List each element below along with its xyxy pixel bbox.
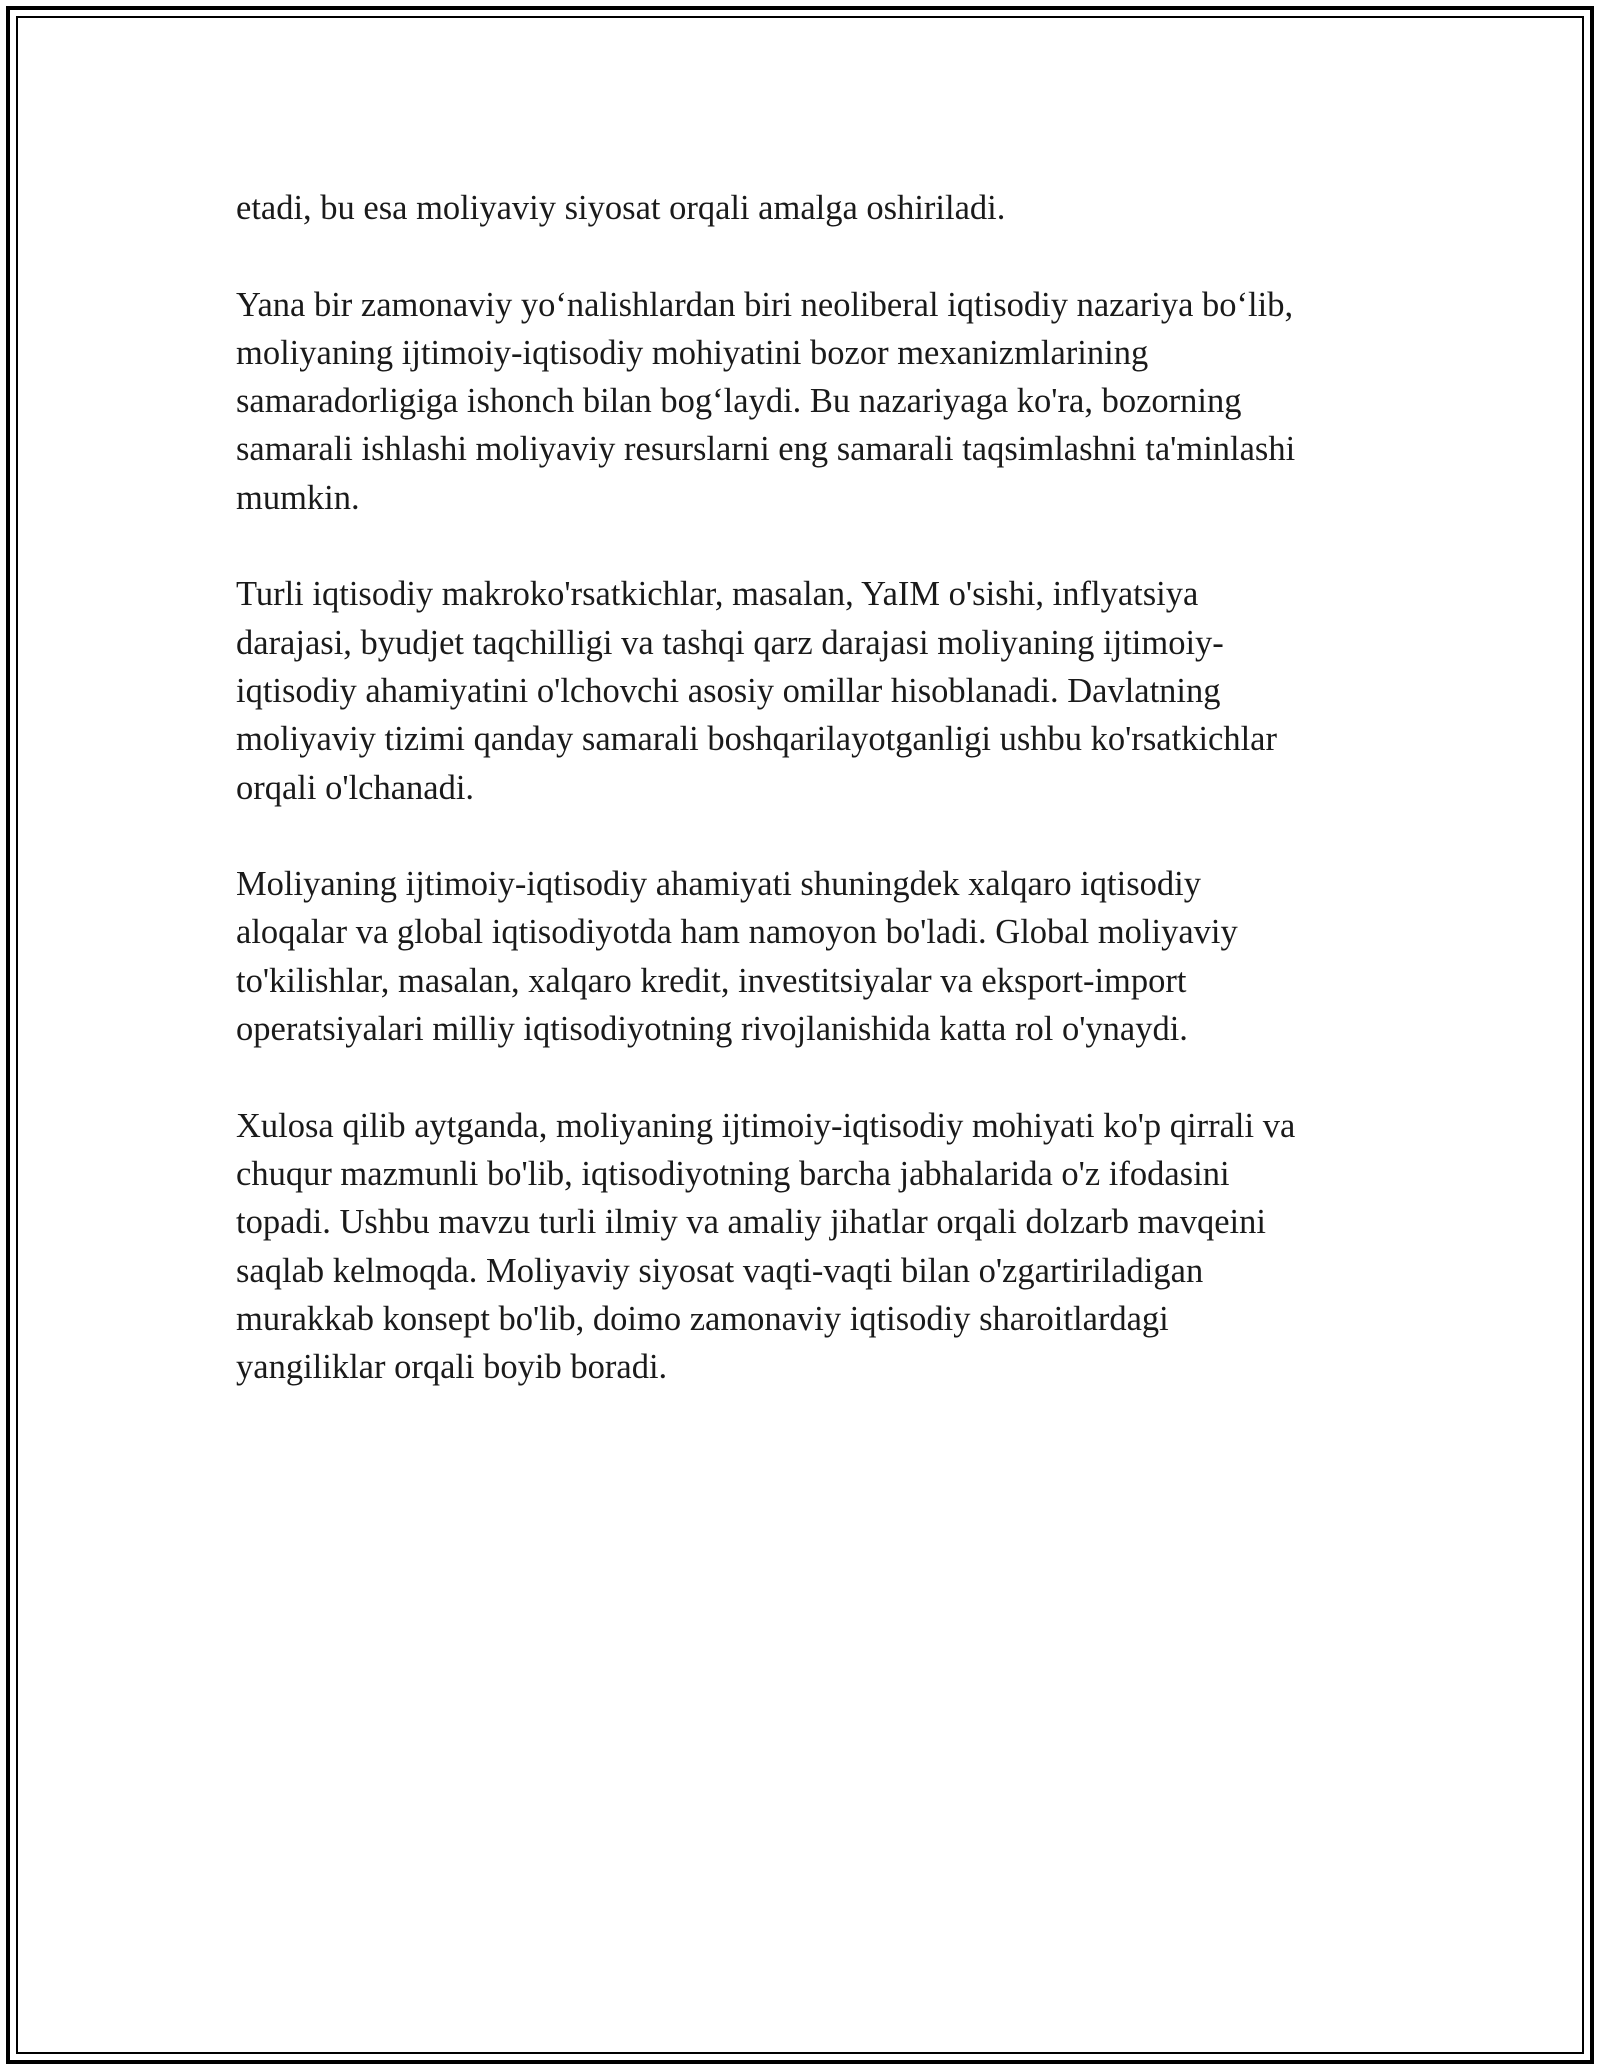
paragraph: Turli iqtisodiy makroko'rsatkichlar, masalan, YaIM o'sishi, inflyatsiya darajasi, byudjet taqchilligi va tashqi qarz darajasi moliyaning ijtimoiy- iqtisodiy ahamiyatini o'lchovchi asosiy omillar hisoblanadi. Davlatning moliyaviy tizimi qanday samarali boshqarilayotganligi ushbu ko'rsatkichlar orqali o'lchanadi. [236, 575, 1277, 807]
paragraph: Moliyaning ijtimoiy-iqtisodiy ahamiyati shuningdek xalqaro iqtisodiy aloqalar va global iqtisodiyotda ham namoyon bo'ladi. Global moliyaviy to'kilishlar, masalan, xalqaro kredit, investitsiyalar va eksport-import operatsiyalari milliy iqtisodiyotning rivojlanishida katta rol o'ynaydi. [236, 865, 1238, 1049]
paragraph: Yana bir zamonaviy yo‘nalishlardan biri neoliberal iqtisodiy nazariya bo‘lib, moliyaning ijtimoiy-iqtisodiy mohiyatini bozor mexanizmlarining samaradorligiga ishonch bilan bog‘laydi. Bu nazariyaga ko'ra, bozorning samarali ishlashi moliyaviy resurslarni eng samarali taqsimlashni ta'minlashi mumkin. [236, 285, 1296, 517]
paragraph: Xulosa qilib aytganda, moliyaning ijtimoiy-iqtisodiy mohiyati ko'p qirrali va chuqur mazmunli bo'lib, iqtisodiyotning barcha jabhalarida o'z ifodasini topadi. Ushbu mavzu turli ilmiy va amaliy jihatlar orqali dolzarb mavqeini saqlab kelmoqda. Moliyaviy siyosat vaqti-vaqti bilan o'zgartiriladigan murakkab konsept bo'lib, doimo zamonaviy iqtisodiy sharoitlardagi yangiliklar orqali boyib boradi. [236, 1106, 1296, 1387]
paragraph: etadi, bu esa moliyaviy siyosat orqali amalga oshiriladi. [236, 189, 1006, 227]
document-body [236, 184, 1371, 1440]
